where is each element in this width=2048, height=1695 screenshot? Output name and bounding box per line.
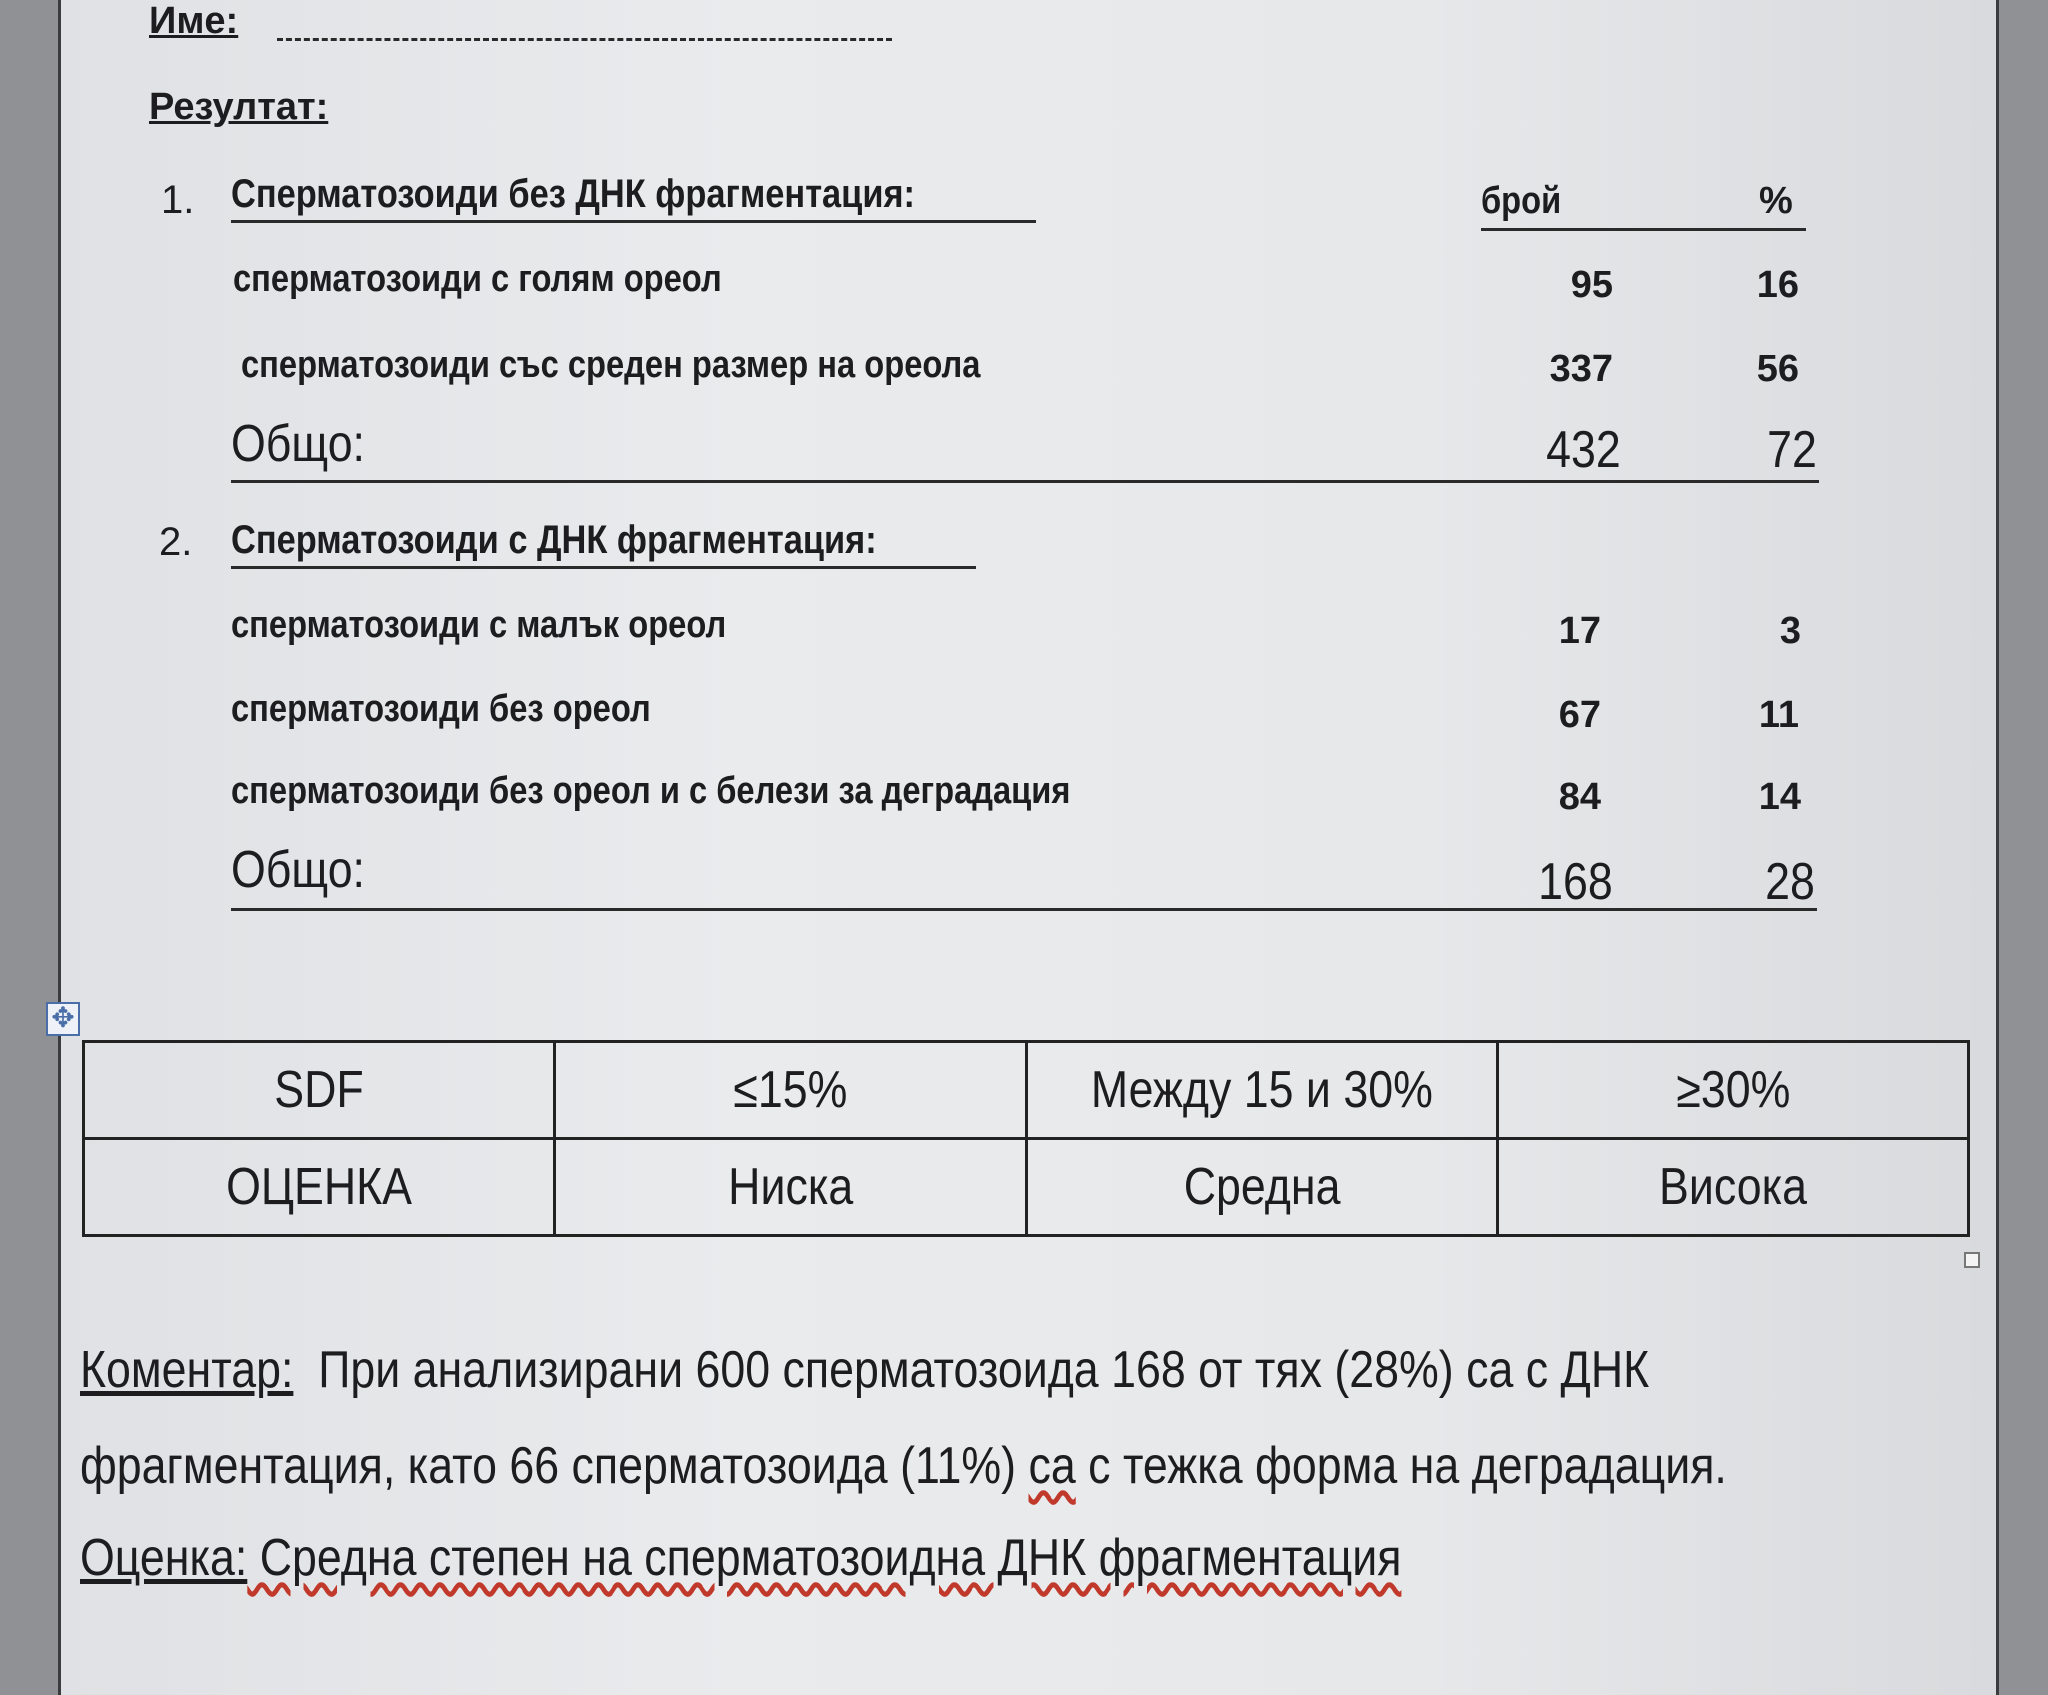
- comment-text: При анализирани 600 сперматозоида 168 от тях (28%) са с ДНК: [318, 1341, 1650, 1399]
- section1-row-label: сперматозоиди с голям ореол: [233, 258, 722, 300]
- section2-number: 2.: [159, 520, 193, 564]
- name-label: Име:: [149, 0, 239, 42]
- section2-row-count: 84: [1558, 776, 1601, 818]
- section1-total-percent: 72: [1767, 421, 1817, 479]
- section2-total-percent: 28: [1765, 853, 1815, 911]
- section2-title-underline: [231, 566, 976, 569]
- assessment-line: [80, 1528, 1617, 1588]
- sdf-grade-table: [82, 1040, 1970, 1237]
- result-label: Резултат:: [149, 86, 329, 128]
- section2-row-percent: 11: [1758, 694, 1799, 736]
- table-row: [84, 1042, 1969, 1139]
- table-move-handle-icon[interactable]: ✥: [46, 1002, 80, 1036]
- table-resize-handle[interactable]: [1964, 1252, 1980, 1268]
- section2-row-percent: 3: [1779, 610, 1801, 652]
- table-cell[interactable]: ОЦЕНКА: [84, 1139, 555, 1236]
- section2-row-label: сперматозоиди без ореол и с белези за деградация: [231, 770, 1071, 812]
- section1-total-line: [231, 480, 1819, 483]
- section1-row-count: 337: [1549, 348, 1613, 390]
- section1-row-percent: 56: [1756, 348, 1799, 390]
- section1-total-label: Общо:: [231, 415, 365, 473]
- table-cell[interactable]: Между 15 и 30%: [1026, 1042, 1497, 1139]
- section2-total-count: 168: [1538, 853, 1613, 911]
- section1-number: 1.: [161, 178, 195, 222]
- comment-label: Коментар:: [80, 1341, 294, 1399]
- section1-row-label: сперматозоиди със среден размер на ореола: [241, 344, 981, 386]
- table-cell[interactable]: Средна: [1026, 1139, 1497, 1236]
- section2-row-percent: 14: [1758, 776, 1801, 818]
- section1-title: Сперматозоиди без ДНК фрагментация:: [231, 172, 916, 216]
- comment-line-1: [80, 1340, 1905, 1400]
- section2-row-count: 17: [1558, 610, 1601, 652]
- comment-text: фрагментация, като 66 сперматозоида (11%): [80, 1437, 1029, 1495]
- table-cell[interactable]: SDF: [84, 1042, 555, 1139]
- assessment-text: Средна степен на сперматозоидна ДНК фрагментация: [247, 1529, 1402, 1587]
- assessment-label: Оценка:: [80, 1529, 248, 1587]
- section2-total-line: [231, 908, 1817, 911]
- section1-total-count: 432: [1546, 421, 1621, 479]
- section2-row-count: 67: [1558, 694, 1601, 736]
- table-cell[interactable]: Висока: [1497, 1139, 1968, 1236]
- section2-row-label: сперматозоиди с малък ореол: [231, 604, 727, 646]
- table-row: [84, 1139, 1969, 1236]
- section2-row-label: сперматозоиди без ореол: [231, 688, 651, 730]
- table-cell[interactable]: Ниска: [555, 1139, 1026, 1236]
- comment-text: с тежка форма на деградация.: [1075, 1437, 1727, 1495]
- column-header-count: брой: [1481, 180, 1562, 222]
- section1-title-underline: [231, 220, 1036, 223]
- section2-title: Сперматозоиди с ДНК фрагментация:: [231, 518, 877, 562]
- comment-line-2: [80, 1436, 1995, 1496]
- comment-text-spellcheck: са: [1028, 1437, 1076, 1495]
- column-header-underline: [1481, 228, 1806, 231]
- column-header-percent: %: [1759, 180, 1793, 222]
- section1-row-count: 95: [1570, 264, 1613, 306]
- name-field-line[interactable]: [277, 38, 892, 41]
- table-cell[interactable]: ≥30%: [1497, 1042, 1968, 1139]
- table-cell[interactable]: ≤15%: [555, 1042, 1026, 1139]
- section1-row-percent: 16: [1756, 264, 1799, 306]
- section2-total-label: Общо:: [231, 841, 365, 899]
